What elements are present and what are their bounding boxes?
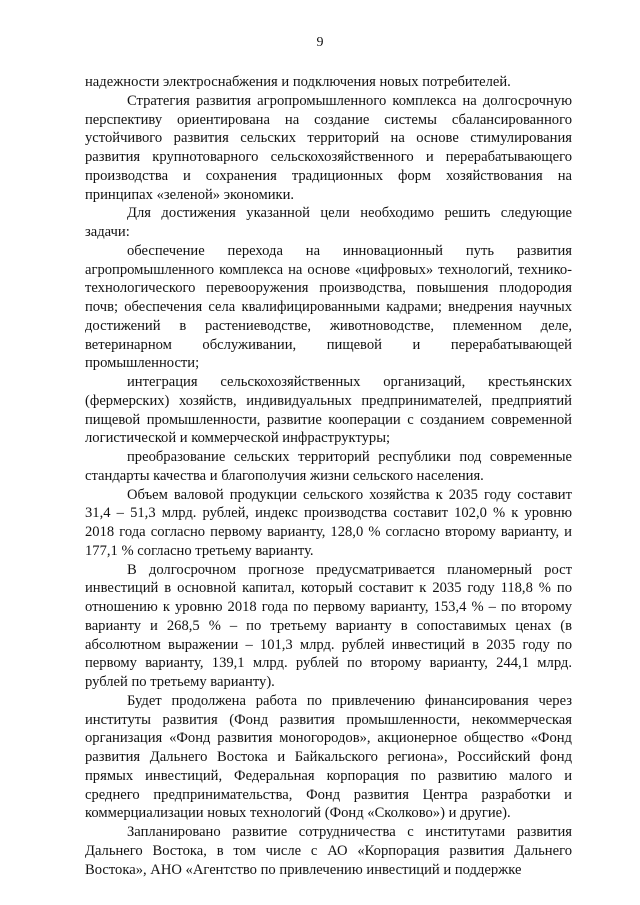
page-number: 9 bbox=[316, 35, 324, 50]
document-body bbox=[85, 73, 572, 879]
paragraph-tasks-intro: Для достижения указанной цели необходимо решить следующие задачи: bbox=[85, 205, 572, 240]
paragraph-continuation: надежности электроснабжения и подключения новых потребителей. bbox=[85, 74, 511, 90]
paragraph-investment-forecast: В долгосрочном прогнозе предусматривается планомерный рост инвестиций в основной капитал, который составит к 2035 году 118,8 % по отношению к уровню 2018 года по первому варианту, 153,4 % – по второму варианту и 268,5 % – по третьему варианту в сопоставимых ценах (в абсолютном выражении – 101,3 млрд. рублей инвестиций в 2035 году по первому варианту, 139,1 млрд. рублей по второму варианту, 244,1 млрд. рублей по третьему варианту). bbox=[85, 561, 572, 690]
paragraph-strategy: Стратегия развития агропромышленного комплекса на долгосрочную перспективу ориентирована на создание системы сбалансированного устойчивого развития сельских территорий на основе стимулирования развития крупнотоварного сельскохозяйственного и перерабатывающего производства и сохранения традиционных форм хозяйствования на принципах «зеленой» экономики. bbox=[85, 92, 572, 203]
paragraph-gross-output: Объем валовой продукции сельского хозяйства к 2035 году составит 31,4 – 51,3 млрд. рублей, индекс производства составит 102,0 % к уровню 2018 года согласно первому варианту, 128,0 % согласно второму варианту, и 177,1 % согласно третьему варианту. bbox=[85, 486, 572, 559]
paragraph-task-integration: интеграция сельскохозяйственных организаций, крестьянских (фермерских) хозяйств, индивидуальных предпринимателей, предприятий пищевой промышленности, развитие кооперации с созданием современной логистической и коммерческой инфраструктуры; bbox=[85, 374, 572, 447]
paragraph-development-institutions: Будет продолжена работа по привлечению финансирования через институты развития (Фонд развития промышленности, некоммерческая организация «Фонд развития моногородов», акционерное общество «Фонд развития Дальнего Востока и Байкальского региона», Российский фонд прямых инвестиций, Федеральная корпорация по развитию малого и среднего предпринимательства, Фонд развития Центра разработки и коммерциализации новых технологий (Фонд «Сколково») и другие). bbox=[85, 692, 572, 822]
paragraph-task-innovation: обеспечение перехода на инновационный путь развития агропромышленного комплекса на основе «цифровых» технологий, технико-технологического перевооружения производства, повышения плодородия почв; обеспечения села квалифицированными кадрами; внедрения научных достижений в растениеводстве, животноводстве, племенном деле, ветеринарном обслуживании, пищевой и перерабатывающей промышленности; bbox=[85, 242, 572, 372]
paragraph-task-transformation: преобразование сельских территорий республики под современные стандарты качества и благополучия жизни сельского населения. bbox=[85, 449, 572, 484]
paragraph-far-east-cooperation: Запланировано развитие сотрудничества с институтами развития Дальнего Востока, в том числе с АО «Корпорация развития Дальнего Востока», АНО «Агентство по привлечению инвестиций и поддержке bbox=[85, 824, 572, 878]
